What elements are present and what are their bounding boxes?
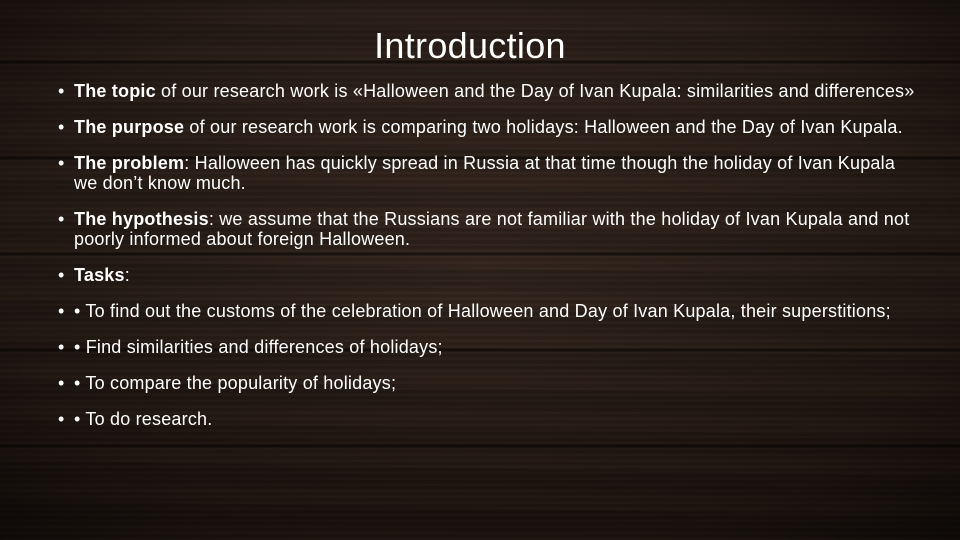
bullet-item-task-research: [58, 409, 918, 429]
bullet-item-tasks: [58, 265, 918, 285]
bullet-icon: •: [58, 301, 65, 321]
bullet-lead: The problem: [74, 153, 185, 173]
bullet-item-task-popularity: [58, 373, 918, 393]
bullet-lead: Tasks: [74, 265, 125, 285]
bullet-item-purpose: [58, 117, 918, 137]
bullet-text: : Halloween has quickly spread in Russia at that time though the holiday of Ivan Kupala we don’t know much.: [74, 153, 896, 193]
bullet-lead: The hypothesis: [74, 209, 209, 229]
bullet-item-task-customs: [58, 301, 918, 321]
bullet-item-task-similarities: [58, 337, 918, 357]
bullet-icon: •: [58, 153, 65, 173]
bullet-text: of our research work is «Halloween and the Day of Ivan Kupala: similarities and differences»: [155, 81, 915, 101]
bullet-item-problem: [58, 153, 918, 193]
bullet-text: of our research work is comparing two holidays: Halloween and the Day of Ivan Kupala.: [184, 117, 903, 137]
bullet-lead: The purpose: [74, 117, 185, 137]
bullet-text: • Find similarities and differences of holidays;: [74, 337, 443, 357]
bullet-item-topic: [58, 81, 918, 101]
bullet-icon: •: [58, 117, 65, 137]
bullet-text: :: [124, 265, 130, 285]
bullet-icon: •: [58, 409, 65, 429]
bullet-icon: •: [58, 373, 65, 393]
bullet-icon: •: [58, 209, 65, 229]
bullet-text: : we assume that the Russians are not familiar with the holiday of Ivan Kupala and not poorly informed about foreign Halloween.: [74, 209, 910, 249]
bullet-text: • To find out the customs of the celebration of Halloween and Day of Ivan Kupala, their superstitions;: [74, 301, 891, 321]
bullet-item-hypothesis: [58, 209, 918, 249]
bullet-icon: •: [58, 81, 65, 101]
bullet-list: [58, 81, 918, 445]
bullet-icon: •: [58, 265, 65, 285]
bullet-text: • To do research.: [74, 409, 213, 429]
bullet-icon: •: [58, 337, 65, 357]
bullet-lead: The topic: [74, 81, 156, 101]
bullet-text: • To compare the popularity of holidays;: [74, 373, 397, 393]
slide-title: Introduction: [374, 25, 566, 66]
